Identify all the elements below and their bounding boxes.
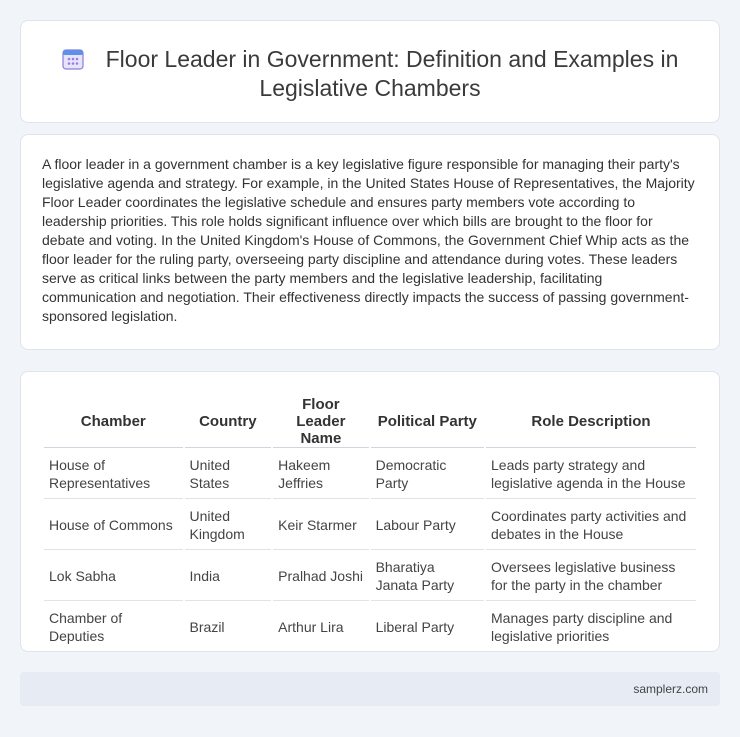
page-title: [21, 45, 719, 103]
cell-role: Oversees legislative business for the party in the chamber: [486, 552, 696, 601]
table-row: [44, 552, 696, 601]
footer-source-link[interactable]: samplerz.com: [633, 682, 708, 696]
header-role: Role Description: [486, 396, 696, 448]
cell-country: India: [185, 552, 272, 601]
table-row: [44, 450, 696, 499]
cell-chamber: House of Commons: [44, 501, 183, 550]
cell-chamber: Chamber of Deputies: [44, 603, 183, 652]
cell-leader: Keir Starmer: [273, 501, 368, 550]
description-text: A floor leader in a government chamber is a key legislative figure responsible for managing their party's legislative agenda and strategy. For example, in the United States House of Representatives, the Majority Floor Leader coordinates the legislative schedule and ensures party members vote according to leadership priorities. This role holds significant influence over which bills are brought to the floor for debate and voting. In the United Kingdom's House of Commons, the Government Chief Whip acts as the floor leader for the ruling party, overseeing party discipline and attendance during votes. These leaders serve as critical links between the party members and the legislative leadership, facilitating communication and negotiation. Their effectiveness directly impacts the success of passing government-sponsored legislation.: [42, 156, 695, 324]
description-card: [20, 134, 720, 350]
cell-party: Democratic Party: [371, 450, 484, 499]
cell-leader: Arthur Lira: [273, 603, 368, 652]
cell-chamber: House of Representatives: [44, 450, 183, 499]
page-title-text: Floor Leader in Government: Definition and Examples in Legislative Chambers: [105, 46, 679, 101]
calendar-icon: [62, 48, 84, 70]
cell-leader: Pralhad Joshi: [273, 552, 368, 601]
table-row: [44, 501, 696, 550]
header-chamber: Chamber: [44, 396, 183, 448]
table-row: [44, 603, 696, 652]
header-floor-leader: Floor Leader Name: [273, 396, 368, 448]
cell-leader: Hakeem Jeffries: [273, 450, 368, 499]
table-card: [20, 371, 720, 652]
cell-party: Labour Party: [371, 501, 484, 550]
cell-role: Leads party strategy and legislative agenda in the House: [486, 450, 696, 499]
title-card: [20, 20, 720, 123]
floor-leader-table: [42, 394, 698, 654]
footer: [20, 672, 720, 706]
cell-party: Liberal Party: [371, 603, 484, 652]
header-country: Country: [185, 396, 272, 448]
cell-role: Manages party discipline and legislative priorities: [486, 603, 696, 652]
cell-chamber: Lok Sabha: [44, 552, 183, 601]
cell-role: Coordinates party activities and debates in the House: [486, 501, 696, 550]
cell-party: Bharatiya Janata Party: [371, 552, 484, 601]
cell-country: United States: [185, 450, 272, 499]
cell-country: Brazil: [185, 603, 272, 652]
table-header-row: [44, 396, 696, 448]
header-party: Political Party: [371, 396, 484, 448]
cell-country: United Kingdom: [185, 501, 272, 550]
